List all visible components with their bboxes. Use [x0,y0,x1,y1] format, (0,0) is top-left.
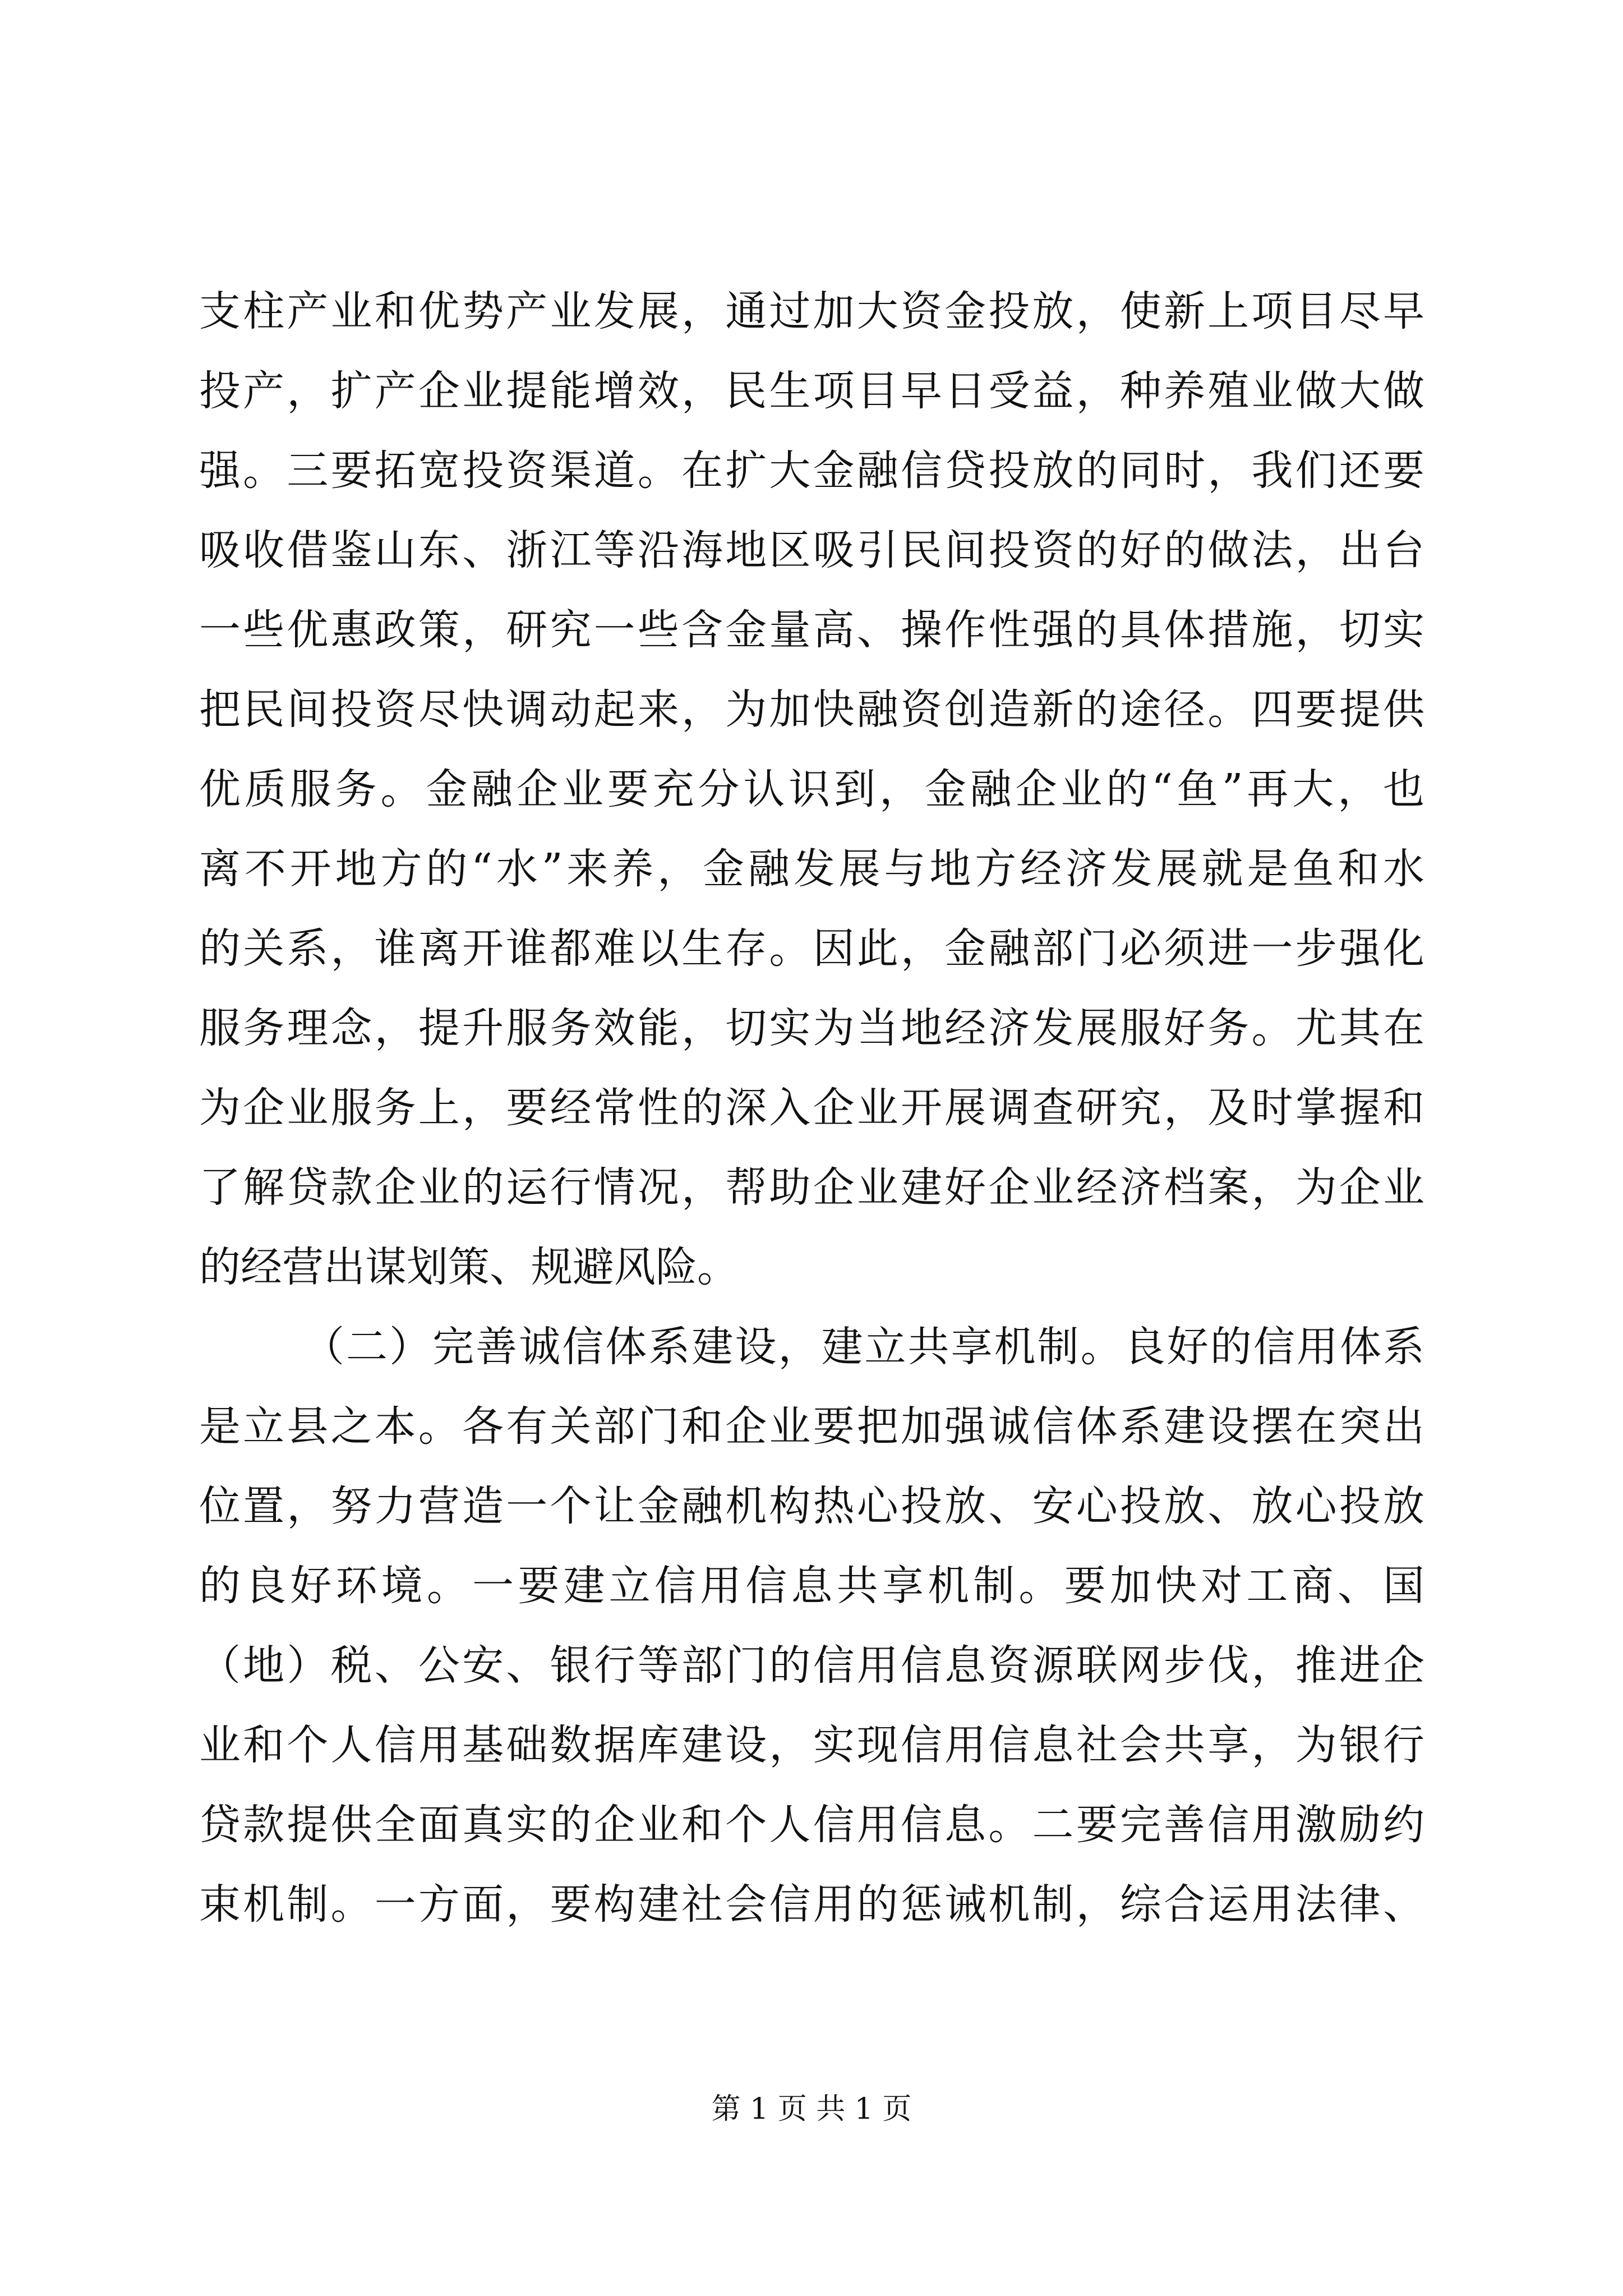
text-line: 投产，扩产企业提能增效，民生项目早日受益，种养殖业做大做 [199,367,1424,415]
text-line: 业和个人信用基础数据库建设，实现信用信息社会共享，为银行 [199,1721,1424,1769]
text-line: 支柱产业和优势产业发展，通过加大资金投放，使新上项目尽早 [199,287,1424,335]
text-line: 的良好环境。一要建立信用信息共享机制。要加快对工商、国 [199,1562,1424,1610]
text-line: 是立县之本。各有关部门和企业要把加强诚信体系建设摆在突出 [199,1402,1424,1451]
text-line: 一些优惠政策，研究一些含金量高、操作性强的具体措施，切实 [199,606,1424,654]
page-number-footer: 第 1 页 共 1 页 [711,2092,912,2126]
text-line: 服务理念，提升服务效能，切实为当地经济发展服好务。尤其在 [199,1004,1424,1052]
text-line: 的经营出谋划策、规避风险。 [199,1243,739,1291]
text-line: 优质服务。金融企业要充分认识到，金融企业的“鱼”再大，也 [199,765,1424,813]
text-line: 位置，努力营造一个让金融机构热心投放、安心投放、放心投放 [199,1482,1424,1530]
paragraph-first-line: （二）完善诚信体系建设，建立共享机制。良好的信用体系 [303,1323,1424,1371]
text-line: 强。三要拓宽投资渠道。在扩大金融信贷投放的同时，我们还要 [199,447,1424,495]
text-line: 了解贷款企业的运行情况，帮助企业建好企业经济档案，为企业 [199,1163,1424,1212]
text-line: （地）税、公安、银行等部门的信用信息资源联网步伐，推进企 [199,1641,1424,1690]
text-line: 为企业服务上，要经常性的深入企业开展调查研究，及时掌握和 [199,1084,1424,1132]
text-line: 的关系，谁离开谁都难以生存。因此，金融部门必须进一步强化 [199,924,1424,973]
text-line: 吸收借鉴山东、浙江等沿海地区吸引民间投资的好的做法，出台 [199,526,1424,574]
text-line: 离不开地方的“水”来养，金融发展与地方经济发展就是鱼和水 [199,845,1424,893]
text-line: 贷款提供全面真实的企业和个人信用信息。二要完善信用激励约 [199,1801,1424,1849]
text-line: 把民间投资尽快调动起来，为加快融资创造新的途径。四要提供 [199,685,1424,734]
text-line: 束机制。一方面，要构建社会信用的惩诫机制，综合运用法律、 [199,1880,1424,1929]
